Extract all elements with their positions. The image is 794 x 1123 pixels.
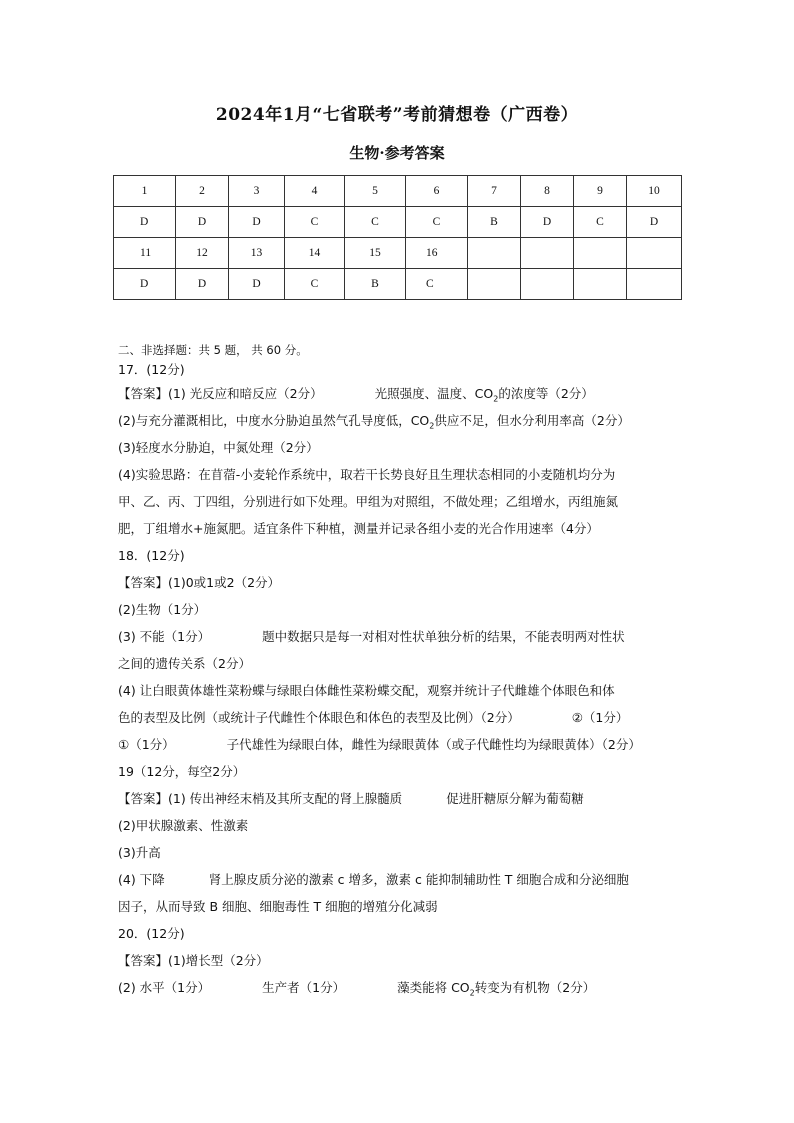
table-cell: D	[197, 278, 207, 290]
answer-line: (2)生物（1分）	[118, 602, 207, 617]
table-cell: C	[596, 216, 604, 228]
table-cell: D	[252, 278, 261, 290]
answer-line: 【答案】(1)0或1或2（2分）	[118, 575, 281, 590]
answer-line	[118, 731, 688, 758]
table-cell: D	[197, 216, 207, 228]
answer-text: 【答案】(1) 光反应和暗反应（2分）	[118, 386, 323, 401]
answer-text: 生产者（1分）	[262, 980, 346, 995]
answer-line: 之间的遗传关系（2分）	[118, 656, 251, 671]
question-label: 19（12分，每空2分）	[118, 764, 246, 779]
answer-line	[118, 380, 688, 407]
table-cell: 10	[648, 185, 660, 197]
subscript: 2	[493, 394, 499, 404]
page-title: 2024年1月“七省联考”考前猜想卷（广西卷）	[215, 105, 579, 125]
subscript: 2	[429, 421, 435, 431]
table-cell: D	[649, 216, 659, 228]
table-cell: C	[371, 216, 379, 228]
table-cell: 14	[308, 247, 321, 259]
table-cell: C	[310, 278, 319, 290]
answer-line: 甲、乙、丙、丁四组，分别进行如下处理。甲组为对照组，不做处理；乙组增水，丙组施氮	[118, 494, 619, 509]
table-cell: D	[542, 216, 552, 228]
subscript: 2	[469, 988, 475, 998]
table-cell: B	[490, 216, 498, 228]
answer-line	[118, 623, 688, 650]
table-row	[114, 269, 682, 300]
answer-line: 肥，丁组增水+施氮肥。适宜条件下种植，测量并记录各组小麦的光合作用速率（4分）	[118, 521, 599, 536]
table-cell: 8	[544, 185, 550, 197]
answer-line	[118, 785, 688, 812]
answer-line	[118, 407, 688, 434]
table-cell: D	[140, 278, 149, 290]
table-row	[114, 238, 682, 269]
answer-text: 色的表型及比例（或统计子代雌性个体眼色和体色的表型及比例）（2分）	[118, 710, 520, 725]
answer-line	[118, 866, 688, 893]
answer-line: (2)甲状腺激素、性激素	[118, 818, 249, 833]
table-cell: 13	[250, 247, 263, 259]
answer-line: (3)升高	[118, 845, 161, 860]
answer-text: (3) 不能（1分）	[118, 629, 211, 644]
table-cell: 5	[372, 185, 378, 197]
answer-line: 【答案】(1)增长型（2分）	[118, 953, 269, 968]
table-cell: 3	[253, 185, 260, 197]
answer-line: (4)实验思路：在苜蓿-小麦轮作系统中，取若干长势良好且生理状态相同的小麦随机均分为	[118, 467, 616, 482]
answer-text: 藻类能将 CO	[397, 980, 470, 995]
answer-line: 因子，从而导致 B 细胞、细胞毒性 T 细胞的增殖分化减弱	[118, 899, 438, 914]
table-cell: 16	[426, 247, 438, 259]
table-cell: C	[426, 278, 434, 290]
answer-text: 光照强度、温度、CO	[374, 386, 494, 401]
table-cell: B	[371, 278, 379, 290]
answer-text: ②（1分）	[571, 710, 629, 725]
table-cell: 12	[196, 247, 208, 259]
table-cell: 6	[433, 185, 440, 197]
answer-text: 肾上腺皮质分泌的激素 c 增多，激素 c 能抑制辅助性 T 细胞合成和分泌细胞	[208, 872, 629, 887]
table-row	[114, 207, 682, 238]
answer-line	[118, 974, 688, 1001]
table-cell: 7	[491, 185, 497, 197]
table-cell: D	[252, 216, 261, 228]
question-label: 17．(12分)	[118, 362, 185, 377]
answer-text: 子代雄性为绿眼白体，雌性为绿眼黄体（或子代雌性均为绿眼黄体）（2分）	[226, 737, 641, 752]
table-cell: 1	[141, 185, 148, 197]
answer-text: 题中数据只是每一对相对性状单独分析的结果，不能表明两对性状	[262, 629, 625, 644]
answer-line: (4) 让白眼黄体雄性菜粉蝶与绿眼白体雌性菜粉蝶交配，观察并统计子代雌雄个体眼色和体	[118, 683, 615, 698]
table-cell: 11	[140, 247, 152, 259]
table-cell: 15	[369, 247, 381, 259]
answer-text: (4) 下降	[118, 872, 165, 887]
table-cell: C	[310, 216, 319, 228]
table-cell: 9	[597, 185, 603, 197]
table-cell: 2	[199, 185, 205, 197]
answer-text: 供应不足，但水分利用率高（2分）	[434, 413, 630, 428]
table-cell: D	[140, 216, 149, 228]
answer-text: ①（1分）	[118, 737, 175, 752]
answer-text: (2)与充分灌溉相比，中度水分胁迫虽然气孔导度低，CO	[118, 413, 430, 428]
answer-table	[113, 175, 682, 300]
question-label: 18．(12分)	[118, 548, 185, 563]
page-subtitle: 生物·参考答案	[349, 144, 445, 162]
answer-line	[118, 704, 688, 731]
question-label: 20．(12分)	[118, 926, 185, 941]
answer-text: 的浓度等（2分）	[498, 386, 594, 401]
answer-text: (2) 水平（1分）	[118, 980, 211, 995]
table-cell: 4	[311, 185, 318, 197]
table-row	[114, 176, 682, 207]
section-heading: 二、非选择题：共 5 题， 共 60 分。	[118, 343, 308, 357]
table-cell: C	[432, 216, 441, 228]
answer-text: 【答案】(1) 传出神经末梢及其所支配的肾上腺髓质	[118, 791, 403, 806]
answer-text: 促进肝糖原分解为葡萄糖	[446, 791, 584, 806]
answer-text: 转变为有机物（2分）	[474, 980, 596, 995]
answer-body	[118, 340, 688, 1001]
answer-line: (3)轻度水分胁迫，中氮处理（2分）	[118, 440, 319, 455]
